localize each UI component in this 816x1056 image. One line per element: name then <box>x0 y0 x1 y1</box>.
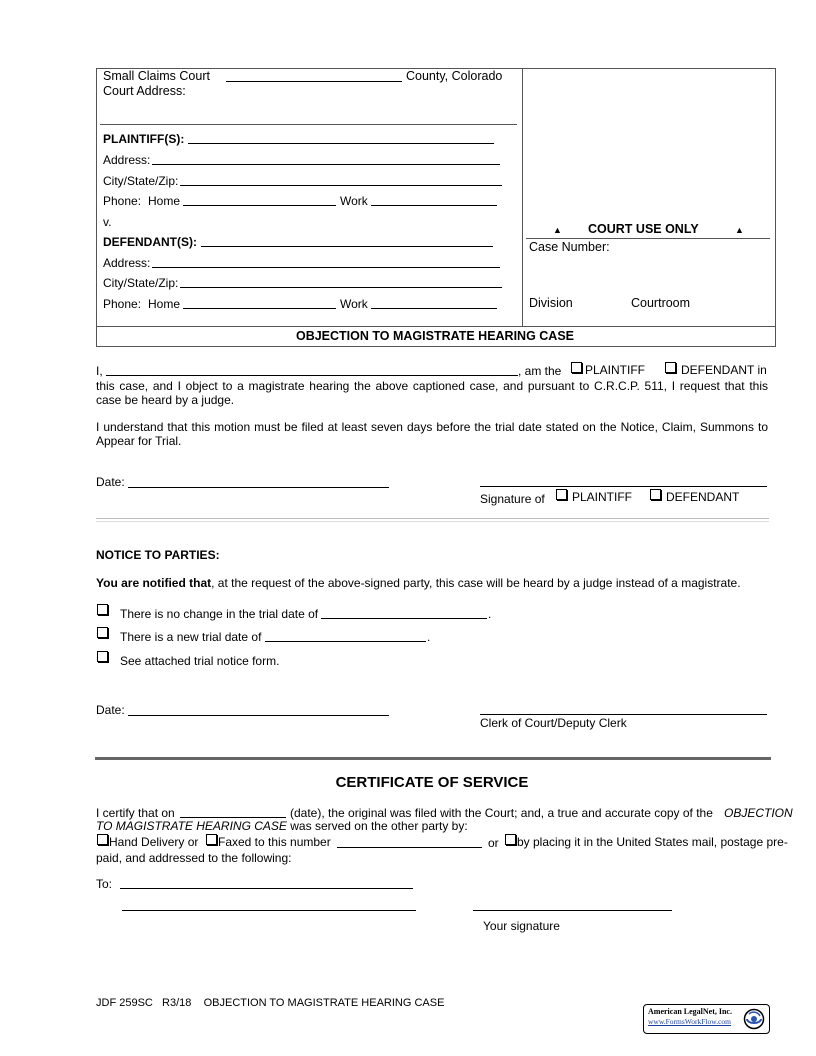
plaintiff-work-line <box>371 205 497 206</box>
notified-bold: You are notified that <box>96 576 212 590</box>
addressed-label: paid, and addressed to the following: <box>96 851 292 865</box>
mail-checkbox[interactable] <box>505 834 516 845</box>
arrow-left-icon: ▲ <box>553 225 562 235</box>
clerk-signature-line <box>480 714 767 715</box>
logo-line-1: American LegalNet, Inc. <box>648 1007 732 1016</box>
objection-body-line2: case be heard by a judge. <box>96 393 235 407</box>
notice-option-2[interactable] <box>97 627 111 642</box>
defendant-phone-label: Phone: <box>103 297 142 311</box>
objection-signature-line <box>480 486 767 487</box>
mail-option[interactable] <box>505 834 788 849</box>
hand-delivery-label: Hand Delivery or <box>109 835 199 849</box>
option1-line <box>321 618 487 619</box>
arrow-right-icon: ▲ <box>735 225 744 235</box>
certify-on-label: I certify that on <box>96 806 175 820</box>
option1-label: There is no change in the trial date of <box>120 607 319 621</box>
courtroom-label: Courtroom <box>631 296 691 310</box>
to-line-1 <box>120 888 413 889</box>
form-code: JDF 259SC R3/18 OBJECTION TO MAGISTRATE HEARING CASE <box>96 997 445 1009</box>
notice-option-3[interactable] <box>97 651 111 666</box>
am-the-label: , am the <box>518 364 562 378</box>
title-italic-2: TO MAGISTRATE HEARING CASE <box>96 819 287 833</box>
served-rest: was served on the other party by: <box>290 819 468 833</box>
option3-checkbox[interactable] <box>97 651 108 662</box>
hand-delivery-option[interactable] <box>97 834 198 849</box>
defendant-in-label: DEFENDANT in <box>681 363 767 377</box>
sig-plaintiff-label: PLAINTIFF <box>572 490 633 504</box>
defendants-label: DEFENDANT(S): <box>103 235 197 249</box>
form-title: OBJECTION TO MAGISTRATE HEARING CASE <box>295 329 575 343</box>
versus-label: v. <box>103 215 112 229</box>
your-signature-label: Your signature <box>483 919 560 933</box>
notice-heading: NOTICE TO PARTIES: <box>96 548 220 562</box>
plaintiff-address-label: Address: <box>103 153 151 167</box>
party-defendant-option[interactable] <box>665 362 767 377</box>
defendant-home-line <box>183 308 336 309</box>
option2-checkbox[interactable] <box>97 627 108 638</box>
notice-date-label: Date: <box>96 703 125 717</box>
signature-of-label: Signature of <box>480 492 545 506</box>
option2-line <box>265 641 426 642</box>
understand-line2: Appear for Trial. <box>96 434 182 448</box>
plaintiffs-label: PLAINTIFF(S): <box>103 132 185 146</box>
certificate-heading: CERTIFICATE OF SERVICE <box>335 774 529 791</box>
american-legalnet-logo[interactable] <box>643 1004 770 1034</box>
objection-date-line <box>128 487 389 488</box>
mail-label: by placing it in the United States mail, postage pre- <box>517 835 788 849</box>
county-suffix: County, Colorado <box>406 69 503 83</box>
i-label: I, <box>96 364 103 378</box>
title-row-top <box>96 326 775 327</box>
sig-plaintiff-checkbox[interactable] <box>556 489 567 500</box>
option3-label: See attached trial notice form. <box>120 654 280 668</box>
title-italic-1: OBJECTION <box>724 806 793 820</box>
defendant-checkbox[interactable] <box>665 362 676 373</box>
defendant-address-label: Address: <box>103 256 151 270</box>
hand-delivery-checkbox[interactable] <box>97 834 108 845</box>
plaintiff-city-line <box>180 185 502 186</box>
defendants-line <box>201 246 493 247</box>
notice-option-1[interactable] <box>97 604 111 619</box>
plaintiff-home-label: Home <box>148 194 181 208</box>
served-line <box>96 819 468 833</box>
certify-date-line <box>180 817 286 818</box>
objection-body-line1: this case, and I object to a magistrate hearing the above captioned case, and pursuant to C.R.C.P. 511, I request that this <box>96 379 768 393</box>
court-use-only: COURT USE ONLY <box>588 222 699 236</box>
faxed-checkbox[interactable] <box>206 834 217 845</box>
plaintiff-checkbox[interactable] <box>571 362 582 373</box>
plaintiff-city-label: City/State/Zip: <box>103 174 179 188</box>
plaintiff-phone-label: Phone: <box>103 194 142 208</box>
fax-number-line <box>337 847 482 848</box>
court-use-divider <box>526 238 770 239</box>
faxed-option[interactable] <box>206 834 331 849</box>
plaintiffs-line <box>188 143 494 144</box>
county-line <box>226 81 402 82</box>
option1-period: . <box>488 607 492 621</box>
notice-date-line <box>128 715 389 716</box>
plaintiff-work-label: Work <box>340 194 368 208</box>
certify-date-paren: (date), the original was filed with the Court; and, a true and accurate copy of the <box>290 806 713 820</box>
objection-date-label: Date: <box>96 475 125 489</box>
clerk-label: Clerk of Court/Deputy Clerk <box>480 716 627 730</box>
party-plaintiff-option[interactable] <box>571 362 645 377</box>
plaintiff-label: PLAINTIFF <box>585 363 646 377</box>
option2-label: There is a new trial date of <box>120 630 262 644</box>
plaintiff-address-line <box>152 164 500 165</box>
sig-defendant-checkbox[interactable] <box>650 489 661 500</box>
court-address-label: Court Address: <box>103 84 186 98</box>
globe-icon <box>743 1008 765 1030</box>
logo-line-2: www.FormsWorkFlow.com <box>648 1017 732 1026</box>
defendant-work-label: Work <box>340 297 368 311</box>
defendant-city-label: City/State/Zip: <box>103 276 179 290</box>
to-line-2 <box>122 910 416 911</box>
sig-plaintiff-option[interactable] <box>556 489 632 504</box>
sig-defendant-label: DEFENDANT <box>666 490 740 504</box>
option1-checkbox[interactable] <box>97 604 108 615</box>
division-label: Division <box>529 296 573 310</box>
defendant-work-line <box>371 308 497 309</box>
to-label: To: <box>96 877 113 891</box>
defendant-address-line <box>152 267 500 268</box>
section-divider-1 <box>96 518 769 522</box>
plaintiff-home-line <box>183 205 336 206</box>
case-number-label: Case Number: <box>529 240 610 254</box>
or-label: or <box>488 836 499 850</box>
your-signature-line <box>473 910 672 911</box>
notified-text <box>96 576 741 590</box>
caption-divider <box>522 68 523 326</box>
faxed-label: Faxed to this number <box>218 835 331 849</box>
court-prefix: Small Claims Court <box>103 69 210 83</box>
defendant-home-label: Home <box>148 297 181 311</box>
defendant-city-line <box>180 287 502 288</box>
sig-defendant-option[interactable] <box>650 489 739 504</box>
option2-period: . <box>427 630 431 644</box>
caption-inner-divider <box>100 124 517 125</box>
notified-rest: , at the request of the above-signed party, this case will be heard by a judge instead of a magistrate. <box>211 576 741 590</box>
section-divider-2 <box>95 757 771 760</box>
understand-line1: I understand that this motion must be filed at least seven days before the trial date stated on the Notice, Claim, Summons to <box>96 420 768 434</box>
name-line <box>106 375 518 376</box>
